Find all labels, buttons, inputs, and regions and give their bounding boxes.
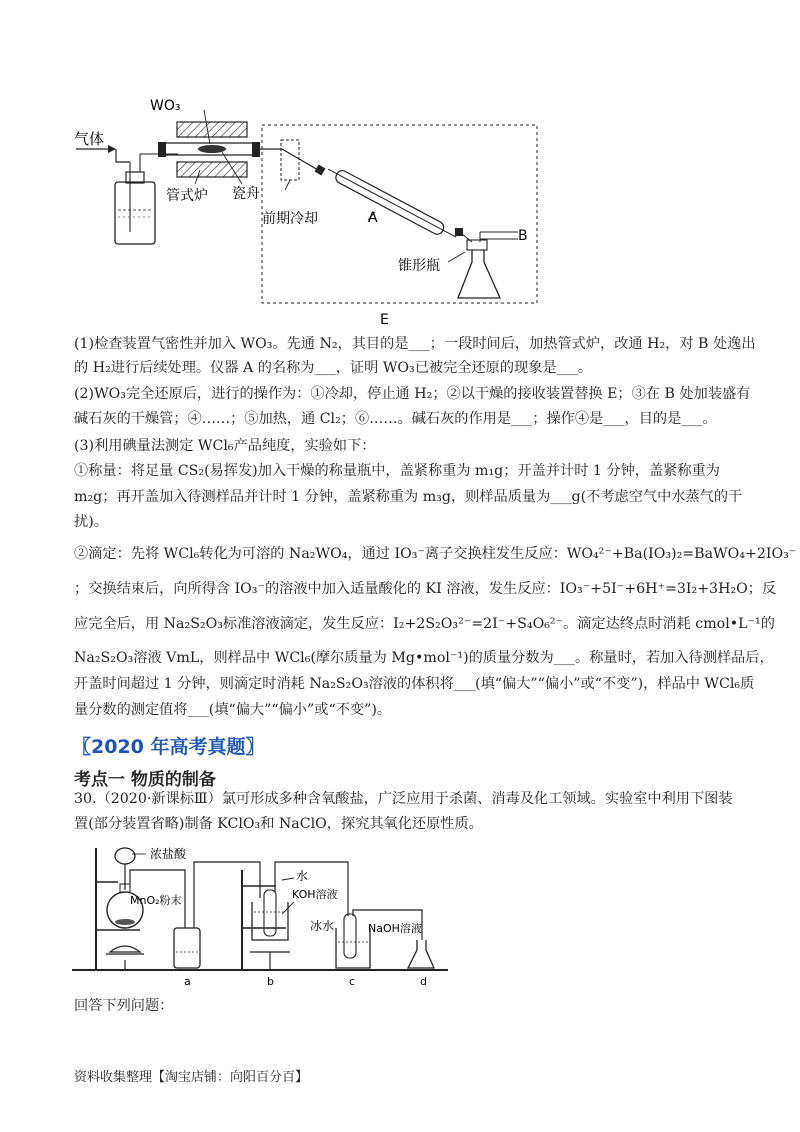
flask-label: 锥形瓶 <box>398 258 440 274</box>
footer-note: 资料收集整理【淘宝店铺：向阳百分百】 <box>74 1070 309 1085</box>
box-e-label: E <box>380 312 389 327</box>
q3-line-1: (3)利用碘量法测定 WCl₆产品纯度，实验如下： <box>74 438 376 454</box>
outlet-b-label: B <box>518 228 528 244</box>
cooling-label: 前期冷却 <box>262 211 318 227</box>
q30-line-1: 30.（2020·新课标Ⅲ）氯可形成多种含氧酸盐，广泛应用于杀菌、消毒及化工领域。实验室中利用下图装 <box>74 791 733 807</box>
wo3-label: WO₃ <box>150 98 181 114</box>
q3-line-3: m₂g；再开盖加入待测样品并计时 1 分钟，盖紧称重为 m₃g，则样品质量为___g(不考虑空气中水蒸气的干 <box>74 489 743 505</box>
q3b-line-6: 量分数的测定值将___(填“偏大”“偏小”或“不变”)。 <box>74 702 392 718</box>
q3b-line-4: Na₂S₂O₃溶液 VmL，则样品中 WCl₆(摩尔质量为 Mg•mol⁻¹)的质量分数为___。称量时，若加入待测样品后， <box>74 650 774 666</box>
q2-line-2: 碱石灰的干燥管；④……；⑤加热，通 Cl₂；⑥……。碱石灰的作用是___；操作④是___，目的是___。 <box>74 411 717 427</box>
bottle-a-label: a <box>184 975 191 988</box>
q30-line-2: 置(部分装置省略)制备 KClO₃和 NaClO，探究其氧化还原性质。 <box>74 816 483 832</box>
hcl-label: 浓盐酸 <box>150 847 187 861</box>
gas-label: 气体 <box>74 130 105 148</box>
topic-title: 考点一 物质的制备 <box>74 770 216 790</box>
q2-line-1: (2)WO₃完全还原后，进行的操作为：①冷却，停止通 H₂；②以干燥的接收装置替换 E；③在 B 处加装盛有 <box>74 386 751 402</box>
naoh-label: NaOH溶液 <box>368 922 422 935</box>
ice-water-label: 冰水 <box>310 919 335 933</box>
q3b-line-3: 应完全后，用 Na₂S₂O₃标准溶液滴定，发生反应：I₂+2S₂O₃²⁻=2I⁻+S₄O₆²⁻。滴定达终点时消耗 cmol•L⁻¹的 <box>74 616 775 632</box>
mno2-label: MnO₂粉末 <box>130 894 182 907</box>
beaker-b-label: b <box>267 975 274 988</box>
water-label: 水 <box>296 869 309 883</box>
q3b-line-5: 开盖时间超过 1 分钟，则滴定时消耗 Na₂S₂O₃溶液的体积将___(填“偏大”“偏小”或“不变”)，样品中 WCl₆质 <box>74 676 755 692</box>
boat-label: 瓷舟 <box>232 186 260 202</box>
beaker-c-label: c <box>349 975 356 988</box>
q3-line-2: ①称量：将足量 CS₂(易挥发)加入干燥的称量瓶中，盖紧称重为 m₁g；开盖并计时 1 分钟，盖紧称重为 <box>74 463 720 479</box>
flask-d-label: d <box>420 975 427 988</box>
q1-line-2: 的 H₂进行后续处理。仪器 A 的名称为___，证明 WO₃已被完全还原的现象是___。 <box>74 360 593 376</box>
koh-label: KOH溶液 <box>292 888 338 901</box>
apparatus-figure-2 <box>70 840 450 990</box>
q3b-line-1: ②滴定：先将 WCl₆转化为可溶的 Na₂WO₄，通过 IO₃⁻离子交换柱发生反应：WO₄²⁻+Ba(IO₃)₂=BaWO₄+2IO₃⁻ <box>74 546 797 562</box>
q3b-line-2: ；交换结束后，向所得含 IO₃⁻的溶液中加入适量酸化的 KI 溶液，发生反应：IO₃⁻+5I⁻+6H⁺=3I₂+3H₂O；反 <box>74 581 777 597</box>
condenser-a-label: A <box>368 210 378 226</box>
furnace-label: 管式炉 <box>166 188 208 204</box>
section-title: 〖2020 年高考真题〗 <box>72 736 265 758</box>
answer-prompt: 回答下列问题： <box>74 998 174 1014</box>
q1-line-1: (1)检查装置气密性并加入 WO₃。先通 N₂，其目的是___；一段时间后，加热管式炉，改通 H₂，对 B 处逸出 <box>74 336 756 352</box>
apparatus-figure-1 <box>70 92 550 327</box>
q3-line-4: 扰)。 <box>74 514 108 530</box>
